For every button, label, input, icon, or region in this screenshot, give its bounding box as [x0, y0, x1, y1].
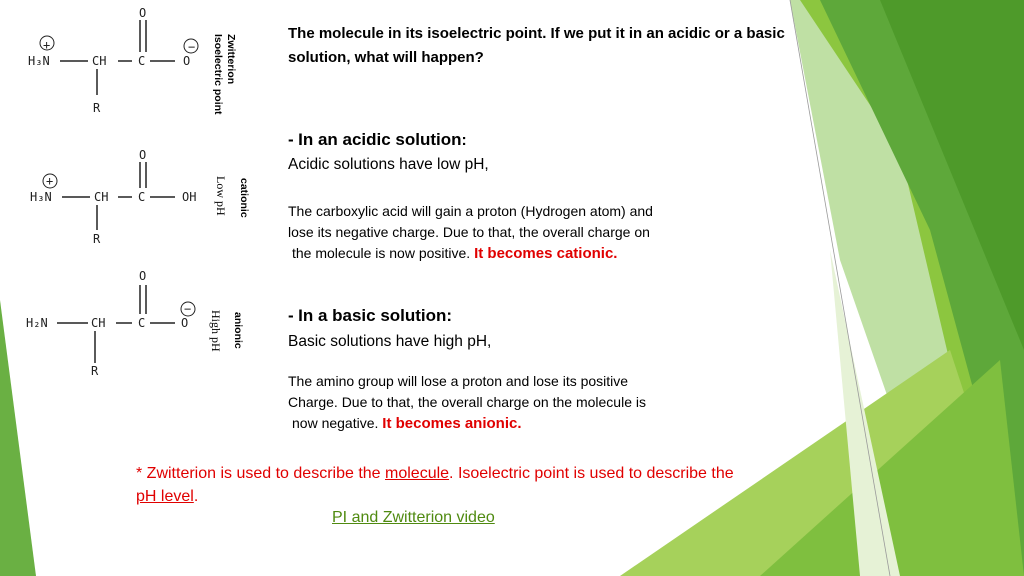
- cationic-label: cationic: [238, 178, 250, 218]
- note-part3: .: [193, 488, 199, 505]
- title-text: The molecule in its isoelectric point. If we put it in an acidic or a basic solution, what will happen?: [288, 25, 785, 66]
- acidic-para-line1: The carboxylic acid will gain a proton (Hydrogen atom) and: [288, 203, 653, 219]
- atom-o-right: O: [183, 54, 191, 68]
- isoelectric-point-label: Isoelectric point: [212, 34, 224, 115]
- atom-o-top: O: [139, 269, 147, 283]
- atom-ch: CH: [92, 54, 107, 68]
- atom-c: C: [138, 54, 146, 68]
- note-part2: . Isoelectric point is used to describe the: [449, 465, 734, 482]
- video-link[interactable]: PI and Zwitterion video: [332, 509, 495, 526]
- note-part1: * Zwitterion is used to describe the: [136, 465, 386, 482]
- atom-r: R: [93, 101, 101, 115]
- zwitterion-note: [136, 462, 736, 508]
- atom-n: H₃N: [28, 54, 50, 68]
- anionic-label: anionic: [232, 312, 244, 349]
- charge-minus: −: [188, 40, 196, 54]
- atom-o-right: O: [181, 316, 189, 330]
- acidic-heading-text: In an acidic solution: [298, 130, 462, 149]
- charge-plus: +: [43, 38, 51, 52]
- note-link-ph-level[interactable]: pH level: [136, 488, 194, 505]
- note-link-molecule[interactable]: molecule: [385, 465, 450, 482]
- basic-heading-text: In a basic solution:: [298, 306, 453, 325]
- low-ph-label: Low pH: [214, 176, 228, 216]
- atom-r: R: [91, 364, 99, 378]
- anionic-bonds: [20, 265, 220, 380]
- basic-para-line3: [292, 413, 522, 434]
- acidic-para-line2: lose its negative charge. Due to that, the overall charge on: [288, 224, 650, 240]
- basic-emphasis: It becomes anionic.: [382, 415, 522, 432]
- basic-para-line1: The amino group will lose a proton and lose its positive: [288, 373, 629, 389]
- charge-minus: −: [184, 302, 192, 316]
- atom-o-top: O: [139, 6, 147, 20]
- charge-plus: +: [46, 174, 54, 188]
- atom-r: R: [93, 232, 101, 246]
- atom-ch: CH: [91, 316, 106, 330]
- basic-heading: [288, 306, 452, 326]
- acidic-heading: [288, 130, 467, 150]
- video-link-container: [332, 509, 495, 527]
- atom-o-top: O: [139, 148, 147, 162]
- atom-ch: CH: [94, 190, 109, 204]
- acidic-para-line3: [292, 243, 617, 264]
- atom-n: H₃N: [30, 190, 52, 204]
- acidic-line1: Acidic solutions have low pH,: [288, 156, 489, 173]
- zwitterion-label: Zwitterion: [225, 34, 237, 85]
- basic-para-line3-text: now negative.: [292, 415, 379, 431]
- basic-dash: -: [288, 306, 294, 325]
- atom-c: C: [138, 190, 146, 204]
- basic-para-line2: Charge. Due to that, the overall charge on the molecule is: [288, 394, 646, 410]
- atom-oh: OH: [182, 190, 197, 204]
- basic-line1: Basic solutions have high pH,: [288, 333, 492, 350]
- page-title: [288, 22, 788, 70]
- acidic-heading-colon: :: [461, 132, 467, 149]
- atom-n: H₂N: [26, 316, 48, 330]
- acidic-emphasis: It becomes cationic.: [474, 245, 618, 262]
- acidic-dash: -: [288, 130, 294, 149]
- atom-c: C: [138, 316, 146, 330]
- acidic-para-line3-text: the molecule is now positive.: [292, 245, 471, 261]
- high-ph-label: High pH: [209, 310, 223, 352]
